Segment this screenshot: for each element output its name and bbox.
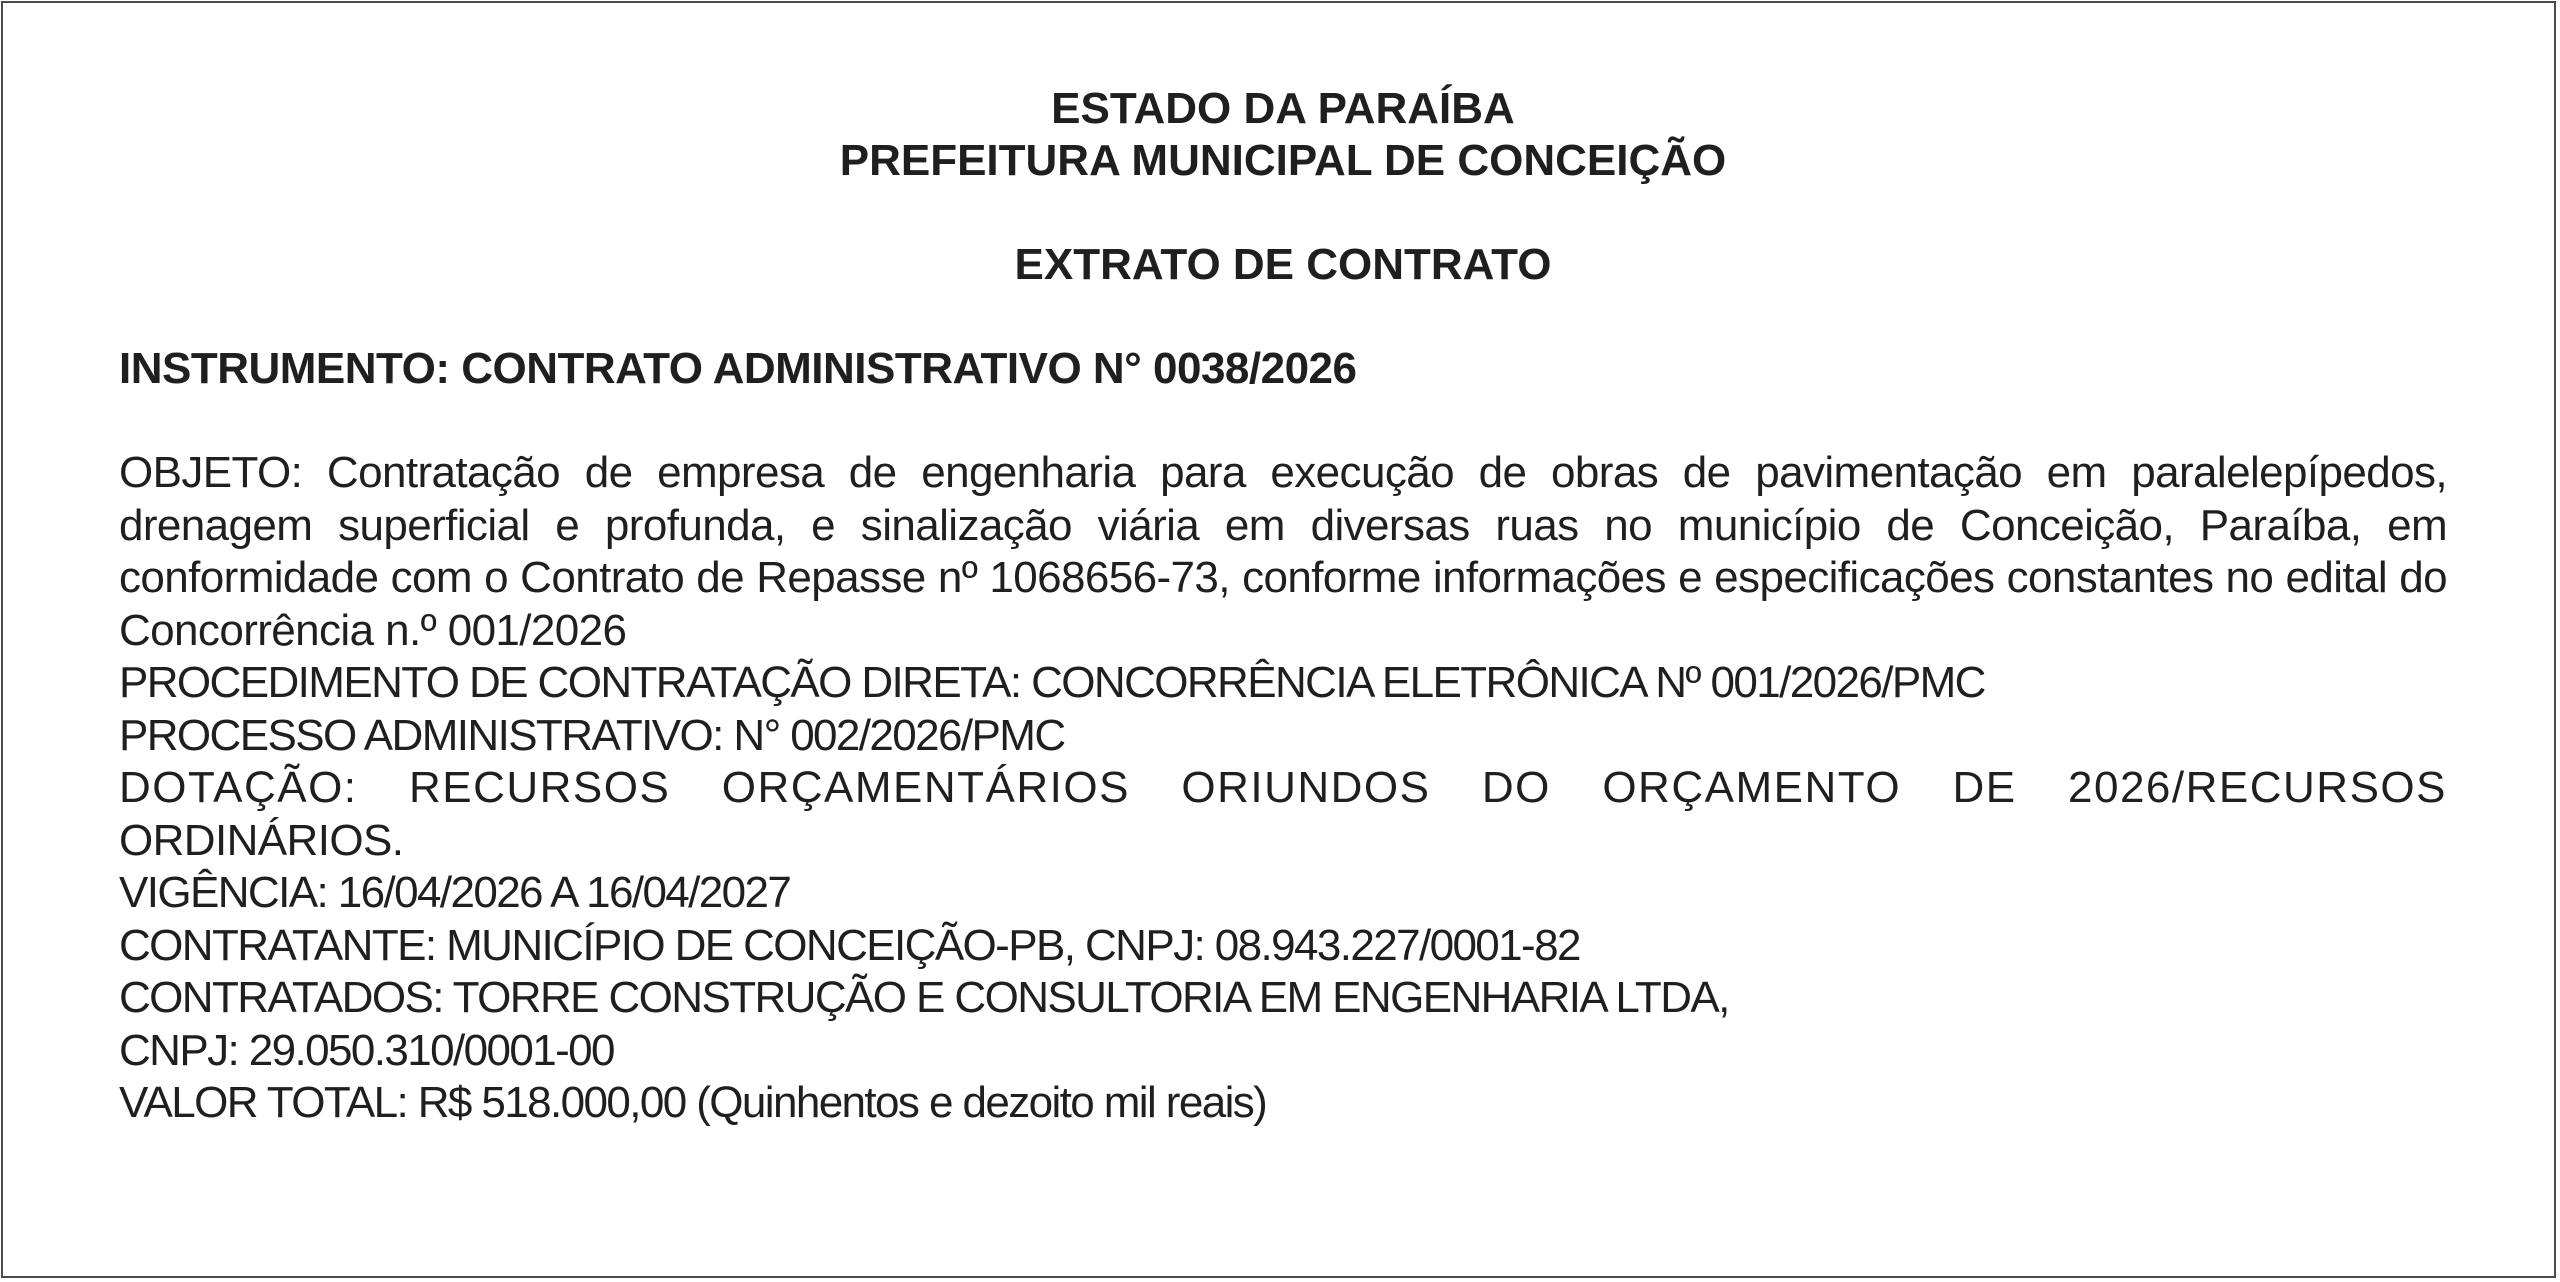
- contratante-line: CONTRATANTE: MUNICÍPIO DE CONCEIÇÃO-PB, CNPJ: 08.943.227/0001-82: [119, 920, 1580, 970]
- instrument-line: INSTRUMENTO: CONTRATO ADMINISTRATIVO N° 0038/2026: [119, 344, 1357, 393]
- objeto-paragraph: OBJETO: Contratação de empresa de engenharia para execução de obras de pavimentação em paralelepípedos, drenagem superficial e profunda, e sinalização viária em diversas ruas no município de Conceição, Paraíba, em conformidade com o Contrato de Repasse nº 1068656-73, conforme informações e especificações constantes no edital do Concorrência n.º 001/2026: [119, 448, 2447, 655]
- dotacao-line: DOTAÇÃO: RECURSOS ORÇAMENTÁRIOS ORIUNDOS DO ORÇAMENTO DE 2026/RECURSOS: [119, 763, 2447, 812]
- contract-extract: [119, 83, 2447, 1130]
- spacer: [119, 291, 2447, 343]
- contratados-cnpj: CNPJ: 29.050.310/0001-00: [119, 1025, 614, 1075]
- spacer: [119, 395, 2447, 447]
- spacer: [119, 187, 2447, 239]
- dotacao-continuation: ORDINÁRIOS.: [119, 815, 404, 865]
- procedimento-line: PROCEDIMENTO DE CONTRATAÇÃO DIRETA: CONCORRÊNCIA ELETRÔNICA Nº 001/2026/PMC: [119, 658, 1985, 707]
- document-frame: [1, 1, 2556, 1278]
- document-title: EXTRATO DE CONTRATO: [1014, 240, 1552, 289]
- valor-total-line: VALOR TOTAL: R$ 518.000,00 (Quinhentos e dezoito mil reais): [119, 1078, 1267, 1127]
- contratados-line: CONTRATADOS: TORRE CONSTRUÇÃO E CONSULTORIA EM ENGENHARIA LTDA,: [119, 973, 1729, 1022]
- vigencia-line: VIGÊNCIA: 16/04/2026 A 16/04/2027: [119, 868, 791, 917]
- state-heading: ESTADO DA PARAÍBA: [1051, 84, 1515, 133]
- processo-line: PROCESSO ADMINISTRATIVO: N° 002/2026/PMC: [119, 710, 1065, 760]
- municipality-heading: PREFEITURA MUNICIPAL DE CONCEIÇÃO: [839, 136, 1727, 185]
